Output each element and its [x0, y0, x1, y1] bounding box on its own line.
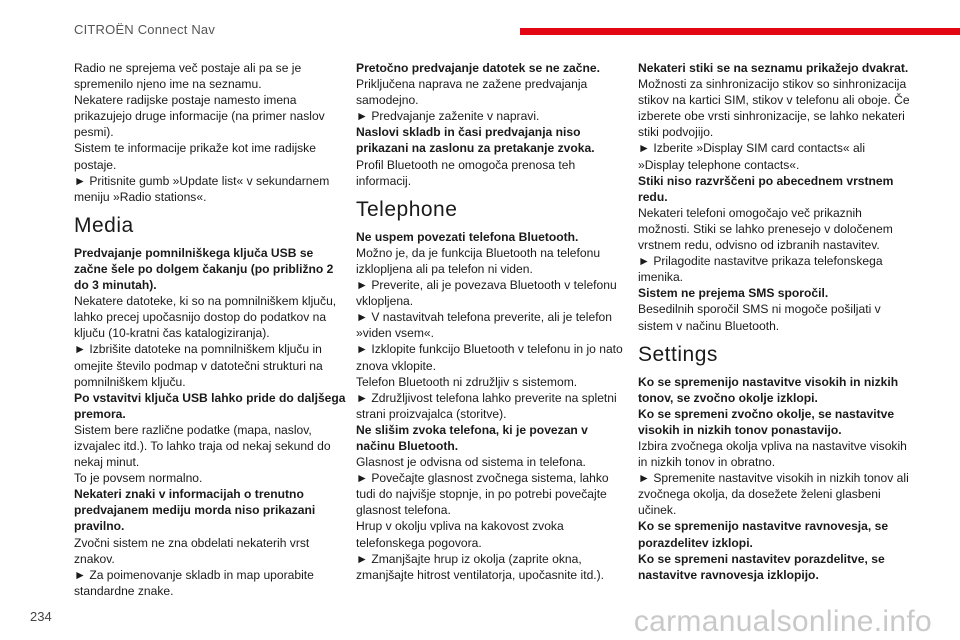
instruction-text: ► Združljivost telefona lahko preverite na spletni strani proizvajalca (storitve). — [356, 390, 617, 421]
problem-heading: Ne slišim zvoka telefona, ki je povezan v načinu Bluetooth. — [356, 422, 588, 453]
body-text: Hrup v okolju vpliva na kakovost zvoka telefonskega pogovora. — [356, 519, 564, 550]
instruction-text: ► Pritisnite gumb »Update list« v sekundarnem meniju »Radio stations«. — [74, 173, 330, 204]
body-text: Nekatere datoteke, ki so na pomnilniškem ključu, lahko precej upočasnijo dostop do podatkov na ključu (10-kratni čas katalogiziranja). — [74, 294, 337, 341]
body-text: Sistem bere različne podatke (mapa, naslov, izvajalec itd.). To lahko traja od nekaj sekund do nekaj minut. — [74, 422, 331, 470]
body-text: Nekateri telefoni omogočajo več prikaznih možnosti. Stiki se lahko prenesejo v določenem vrstnem redu, odvisno od izbranih nastavitev. — [638, 205, 893, 253]
problem-heading: Predvajanje pomnilniškega ključa USB se začne šele po dolgem čakanju (po približno 2 do 3 minutah). — [74, 245, 334, 293]
header-accent-bar — [520, 28, 960, 35]
body-text: Profil Bluetooth ne omogoča prenosa teh informacij. — [356, 157, 576, 188]
instruction-text: ► Izbrišite datoteke na pomnilniškem ključu in omejite število podmap v datotečni strukturi na pomnilniškem ključu. — [74, 342, 323, 389]
body-text: Telefon Bluetooth ni združljiv s sistemom. — [356, 374, 578, 389]
problem-heading: Nekateri stiki se na seznamu prikažejo dvakrat. — [638, 61, 909, 75]
text-column-3 — [638, 60, 910, 583]
section-heading: Telephone — [356, 197, 458, 221]
problem-heading: Ko se spremeni zvočno okolje, se nastavitve visokih in nizkih tonov ponastavijo. — [638, 406, 895, 437]
body-text: To je povsem normalno. — [74, 471, 203, 486]
instruction-text: ► Za poimenovanje skladb in map uporabite standardne znake. — [74, 567, 314, 598]
section-heading: Settings — [638, 342, 718, 366]
instruction-text: ► V nastavitvah telefona preverite, ali je telefon »viden vsem«. — [356, 310, 613, 341]
body-text: Izbira zvočnega okolja vpliva na nastavitve visokih in nizkih tonov in obratno. — [638, 438, 907, 470]
page-number: 234 — [30, 609, 52, 624]
problem-heading: Ko se spremeni nastavitev porazdelitve, se nastavitve ravnovesja izklopijo. — [638, 551, 885, 582]
problem-heading: Pretočno predvajanje datotek se ne začne. — [356, 61, 600, 75]
problem-heading: Po vstavitvi ključa USB lahko pride do daljšega premora. — [74, 390, 346, 421]
problem-heading: Nekateri znaki v informacijah o trenutno predvajanem mediju morda niso prikazani pravilno. — [74, 487, 316, 534]
body-text: Radio ne sprejema več postaje ali pa se je spremenilo njeno ime na seznamu. — [74, 61, 302, 92]
instruction-text: ► Preverite, ali je povezava Bluetooth v telefonu vklopljena. — [356, 278, 617, 309]
body-text: Glasnost je odvisna od sistema in telefona. — [356, 455, 586, 470]
body-text: Možno je, da je funkcija Bluetooth na telefonu izklopljena ali pa telefon ni viden. — [356, 245, 601, 276]
page-header-title: CITROËN Connect Nav — [74, 22, 216, 37]
body-text: Nekatere radijske postaje namesto imena prikazujejo druge informacije (na primer naslov pesmi). — [74, 93, 325, 140]
problem-heading: Ko se spremenijo nastavitve ravnovesja, se porazdelitev izklopi. — [638, 519, 889, 550]
body-text: Sistem te informacije prikaže kot ime radijske postaje. — [74, 141, 316, 172]
problem-heading: Sistem ne prejema SMS sporočil. — [638, 286, 829, 301]
body-text: Priključena naprava ne zažene predvajanja samodejno. — [356, 77, 588, 108]
body-text: Besedilnih sporočil SMS ni mogoče pošiljati v sistem v načinu Bluetooth. — [638, 302, 881, 333]
body-text: Zvočni sistem ne zna obdelati nekaterih vrst znakov. — [74, 535, 310, 566]
problem-heading: Ne uspem povezati telefona Bluetooth. — [356, 229, 579, 244]
section-heading: Media — [74, 213, 134, 237]
instruction-text: ► Izberite »Display SIM card contacts« ali »Display telephone contacts«. — [638, 141, 866, 172]
body-text: Možnosti za sinhronizacijo stikov so sinhronizacija stikov na kartici SIM, stikov v telefonu ali oboje. Če izberete obe vrsti sinhronizacije, se lahko nekateri stiki podvojijo. — [638, 77, 910, 140]
instruction-text: ► Prilagodite nastavitve prikaza telefonskega imenika. — [638, 254, 883, 285]
problem-heading: Stiki niso razvrščeni po abecednem vrstnem redu. — [638, 173, 894, 204]
instruction-text: ► Povečajte glasnost zvočnega sistema, lahko tudi do najvišje stopnje, in po potrebi povečajte glasnost telefona. — [356, 471, 609, 518]
text-column-2 — [356, 60, 628, 583]
instruction-text: ► Izklopite funkcijo Bluetooth v telefonu in jo nato znova vklopite. — [356, 342, 623, 373]
instruction-text: ► Predvajanje zaženite v napravi. — [356, 109, 540, 124]
watermark: carmanualsonline.info — [633, 605, 932, 638]
text-column-1 — [74, 60, 346, 599]
problem-heading: Ko se spremenijo nastavitve visokih in nizkih tonov, se zvočno okolje izklopi. — [638, 374, 899, 405]
problem-heading: Naslovi skladb in časi predvajanja niso prikazani na zaslonu za pretakanje zvoka. — [356, 125, 595, 156]
instruction-text: ► Spremenite nastavitve visokih in nizkih tonov ali zvočnega okolja, da dosežete želeni glasbeni učinek. — [638, 471, 909, 518]
instruction-text: ► Zmanjšajte hrup iz okolja (zaprite okna, zmanjšajte hitrost ventilatorja, upočasnite itd.). — [356, 551, 605, 582]
